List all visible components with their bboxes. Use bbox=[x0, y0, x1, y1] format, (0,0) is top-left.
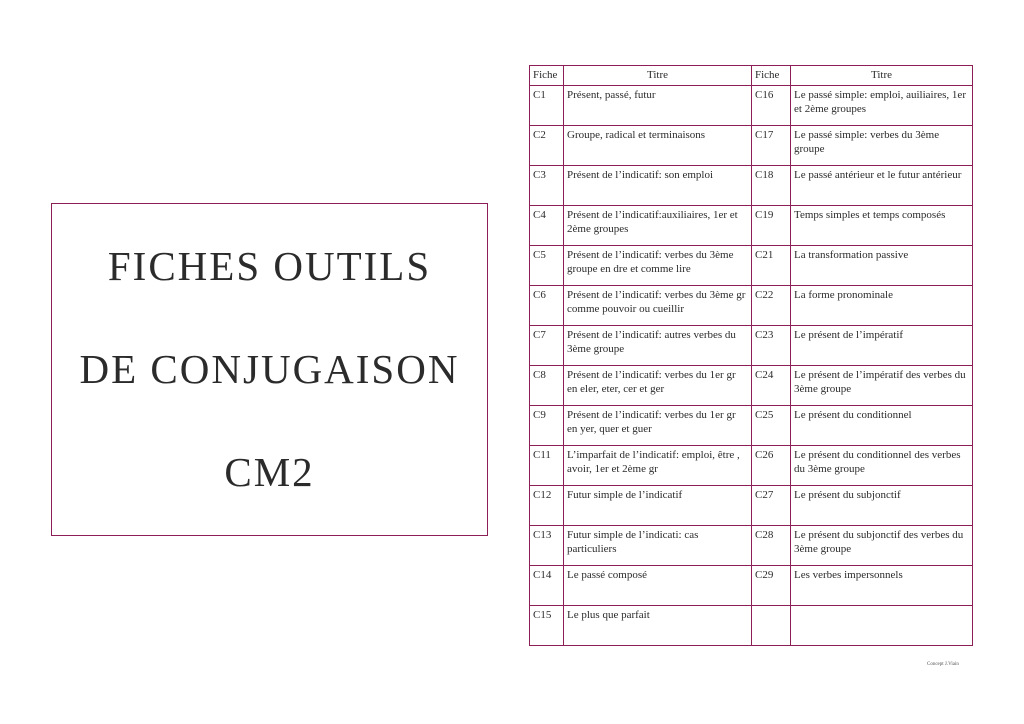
fiche-code: C17 bbox=[752, 126, 791, 166]
fiche-title: La forme pronominale bbox=[791, 286, 973, 326]
fiche-title: L’imparfait de l’indicatif: emploi, être , avoir, 1er et 2ème gr bbox=[564, 446, 752, 486]
fiche-code: C14 bbox=[530, 566, 564, 606]
fiche-title: Le présent du subjonctif des verbes du 3ème groupe bbox=[791, 526, 973, 566]
fiche-title: Le présent du conditionnel des verbes du 3ème groupe bbox=[791, 446, 973, 486]
table-header-row bbox=[530, 66, 973, 86]
header-fiche-2: Fiche bbox=[752, 66, 791, 86]
fiche-code: C21 bbox=[752, 246, 791, 286]
fiche-title: Futur simple de l’indicatif bbox=[564, 486, 752, 526]
fiche-code: C29 bbox=[752, 566, 791, 606]
header-titre-1: Titre bbox=[564, 66, 752, 86]
fiche-code bbox=[752, 606, 791, 646]
table-row bbox=[530, 286, 973, 326]
fiche-code: C16 bbox=[752, 86, 791, 126]
title-line-2: DE CONJUGAISON bbox=[79, 346, 460, 392]
header-fiche-1: Fiche bbox=[530, 66, 564, 86]
fiche-code: C1 bbox=[530, 86, 564, 126]
fiche-code: C13 bbox=[530, 526, 564, 566]
table-row bbox=[530, 86, 973, 126]
fiche-title bbox=[791, 606, 973, 646]
fiche-title: Les verbes impersonnels bbox=[791, 566, 973, 606]
fiche-code: C5 bbox=[530, 246, 564, 286]
fiche-title: Le passé composé bbox=[564, 566, 752, 606]
fiche-code: C28 bbox=[752, 526, 791, 566]
table-row bbox=[530, 166, 973, 206]
fiche-code: C26 bbox=[752, 446, 791, 486]
table-row bbox=[530, 246, 973, 286]
fiche-code: C12 bbox=[530, 486, 564, 526]
fiche-code: C6 bbox=[530, 286, 564, 326]
fiche-code: C2 bbox=[530, 126, 564, 166]
fiche-title: Présent, passé, futur bbox=[564, 86, 752, 126]
fiche-title: Présent de l’indicatif: verbes du 1er gr en yer, quer et guer bbox=[564, 406, 752, 446]
fiche-code: C11 bbox=[530, 446, 564, 486]
table-row bbox=[530, 526, 973, 566]
fiche-title: Le présent du subjonctif bbox=[791, 486, 973, 526]
fiche-code: C27 bbox=[752, 486, 791, 526]
fiche-title: Le présent du conditionnel bbox=[791, 406, 973, 446]
title-line-3: CM2 bbox=[224, 449, 315, 495]
table-row bbox=[530, 446, 973, 486]
table-row bbox=[530, 406, 973, 446]
fiche-title: Présent de l’indicatif: verbes du 1er gr en eler, eter, cer et ger bbox=[564, 366, 752, 406]
fiche-title: Le passé simple: emploi, auiliaires, 1er et 2ème groupes bbox=[791, 86, 973, 126]
fiche-code: C15 bbox=[530, 606, 564, 646]
fiche-code: C22 bbox=[752, 286, 791, 326]
table-row bbox=[530, 606, 973, 646]
fiche-title: Présent de l’indicatif: verbes du 3ème groupe en dre et comme lire bbox=[564, 246, 752, 286]
fiche-title: Le présent de l’impératif bbox=[791, 326, 973, 366]
fiche-title: Le plus que parfait bbox=[564, 606, 752, 646]
fiche-code: C24 bbox=[752, 366, 791, 406]
table-row bbox=[530, 326, 973, 366]
table-row bbox=[530, 486, 973, 526]
table-row bbox=[530, 366, 973, 406]
fiche-code: C8 bbox=[530, 366, 564, 406]
fiche-title: Présent de l’indicatif: son emploi bbox=[564, 166, 752, 206]
fiche-code: C25 bbox=[752, 406, 791, 446]
fiche-code: C7 bbox=[530, 326, 564, 366]
fiche-code: C19 bbox=[752, 206, 791, 246]
fiche-title: Le présent de l’impératif des verbes du 3ème groupe bbox=[791, 366, 973, 406]
credit-text: Concept J.Viain bbox=[927, 662, 959, 667]
worksheet-index-table bbox=[529, 65, 973, 646]
fiche-code: C23 bbox=[752, 326, 791, 366]
fiche-code: C18 bbox=[752, 166, 791, 206]
fiche-title: Temps simples et temps composés bbox=[791, 206, 973, 246]
fiche-title: La transformation passive bbox=[791, 246, 973, 286]
fiche-title: Présent de l’indicatif: autres verbes du 3ème groupe bbox=[564, 326, 752, 366]
table-row bbox=[530, 566, 973, 606]
table-row bbox=[530, 126, 973, 166]
title-box bbox=[51, 203, 488, 536]
fiche-code: C3 bbox=[530, 166, 564, 206]
fiche-title: Présent de l’indicatif: verbes du 3ème gr comme pouvoir ou cueillir bbox=[564, 286, 752, 326]
table-row bbox=[530, 206, 973, 246]
header-titre-2: Titre bbox=[791, 66, 973, 86]
fiche-code: C4 bbox=[530, 206, 564, 246]
fiche-title: Le passé simple: verbes du 3ème groupe bbox=[791, 126, 973, 166]
fiche-title: Groupe, radical et terminaisons bbox=[564, 126, 752, 166]
title-line-1: FICHES OUTILS bbox=[107, 243, 432, 289]
fiche-code: C9 bbox=[530, 406, 564, 446]
fiche-title: Futur simple de l’indicati: cas particuliers bbox=[564, 526, 752, 566]
fiche-title: Présent de l’indicatif:auxiliaires, 1er et 2ème groupes bbox=[564, 206, 752, 246]
fiche-title: Le passé antérieur et le futur antérieur bbox=[791, 166, 973, 206]
